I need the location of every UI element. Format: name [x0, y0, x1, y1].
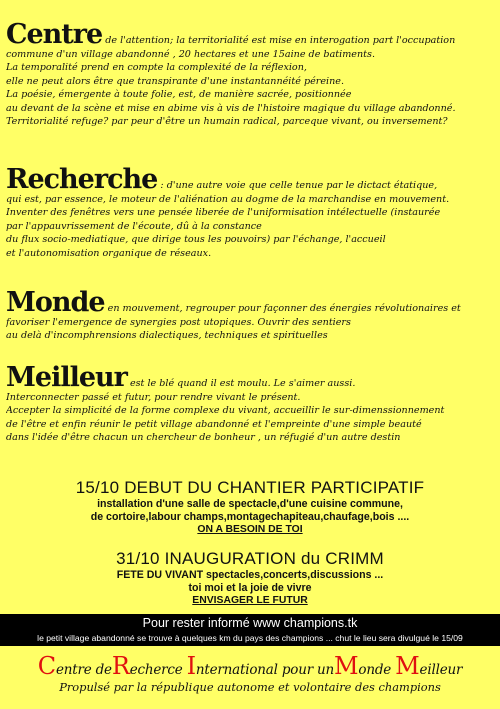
- section-line: Territorialité refuge? par peur d'être un humain radical, parceque vivant, ou inversement?: [6, 116, 448, 128]
- name-initial: M: [334, 652, 359, 680]
- section-line: et l'autonomisation organique de réseaux.: [6, 247, 212, 259]
- section-monde: [6, 289, 494, 343]
- event-chantier: [0, 478, 500, 536]
- name-part: echerce: [129, 662, 187, 678]
- section-line: au delà d'incomphrensions dialectiques, techniques et spirituelles: [6, 330, 328, 342]
- section-line: Accepter la simplicité de la forme complexe du vivant, accueillir le sur-dimenssionnement: [6, 405, 445, 417]
- section-line: dans l'idée d'être chacun un chercheur de bonheur , un réfugié d'un autre destin: [6, 432, 401, 444]
- event-line: installation d'une salle de spectacle,d'une cuisine commune,: [97, 498, 403, 510]
- event-line: toi moi et la joie de vivre: [188, 581, 312, 594]
- organisation-name: [0, 652, 500, 680]
- section-centre: [6, 21, 494, 128]
- event-line: FETE DU VIVANT spectacles,concerts,discussions ...: [116, 569, 384, 581]
- event-heading: 31/10 INAUGURATION du CRIMM: [116, 549, 384, 568]
- name-part: onde: [358, 662, 396, 678]
- event-inauguration: [0, 549, 500, 607]
- event-line: de cortoire,labour champs,montagechapiteau,chaufage,bois ....: [90, 510, 410, 523]
- name-part: entre de: [55, 662, 112, 678]
- info-website: Pour rester informé www champions.tk: [142, 616, 358, 630]
- section-heading: Centre: [6, 21, 103, 48]
- section-line: Interconnecter passé et futur, pour rendre vivant le présent.: [6, 392, 301, 403]
- section-line: La temporalité prend en compte la complexité de la réflexion,: [6, 62, 307, 74]
- info-band: [0, 614, 500, 646]
- event-heading: 15/10 DEBUT DU CHANTIER PARTICIPATIF: [75, 478, 425, 497]
- section-recherche: [6, 166, 494, 260]
- section-meilleur: [6, 364, 494, 445]
- section-line: qui est, par essence, le moteur de l'aliénation au dogme de la marchandise en mouvement.: [6, 194, 450, 205]
- event-cta: ENVISAGER LE FUTUR: [192, 595, 308, 606]
- section-heading: Monde: [6, 289, 105, 316]
- section-line: par l'appauvrissement de l'écoute, dû à la constance: [6, 220, 262, 232]
- name-initial: M: [395, 652, 420, 680]
- section-line: du flux socio-mediatique, que dirige tous les pouvoirs) par l'échange, l'accueil: [6, 234, 386, 246]
- section-first-line: de l'attention; la territorialité est mise en interogation part l'occupation: [105, 35, 456, 46]
- name-part: nternational pour un: [195, 662, 335, 678]
- section-heading: Meilleur: [6, 364, 127, 391]
- section-line: elle ne peut alors être que transpirante d'une instantannéité péreine.: [6, 75, 345, 87]
- name-initial: C: [37, 652, 56, 680]
- section-first-line: : d'une autre voie que celle tenue par le dictact étatique,: [160, 180, 438, 191]
- section-line: commune d'un village abandonné , 20 hectares et une 15aine de batiments.: [6, 49, 375, 60]
- section-line: de l'être et enfin réunir le petit village abandonné et l'empreinte d'une simple beauté: [6, 418, 422, 430]
- name-initial: R: [111, 652, 130, 680]
- section-first-line: en mouvement, regrouper pour façonner des énergies révolutionaires et: [107, 303, 461, 314]
- organisation-subtitle: Propulsé par la république autonome et volontaire des champions: [59, 680, 441, 694]
- info-location: le petit village abandonné se trouve à quelques km du pays des champions ... chut le lieu sera divulgué le 15/09: [37, 633, 463, 643]
- footer: [0, 652, 500, 694]
- section-line: La poésie, émergente à toute folie, est, de manière sacrée, positionnée: [6, 89, 352, 101]
- name-part: eilleur: [419, 662, 463, 678]
- section-first-line: est le blé quand il est moulu. Le s'aimer aussi.: [129, 378, 356, 389]
- section-line: Inventer des fenêtres vers une pensée liberée de l'uniformisation intélectuelle (instaurée: [6, 207, 441, 219]
- event-cta: ON A BESOIN DE TOI: [197, 524, 303, 535]
- section-line: favoriser l'emergence de synergies post utopiques. Ouvrir des sentiers: [6, 317, 351, 328]
- section-heading: Recherche: [6, 166, 158, 193]
- section-line: au devant de la scène et mise en abime vis à vis de l'histoire magique du village abandonné.: [6, 102, 456, 114]
- name-initial: I: [186, 652, 196, 680]
